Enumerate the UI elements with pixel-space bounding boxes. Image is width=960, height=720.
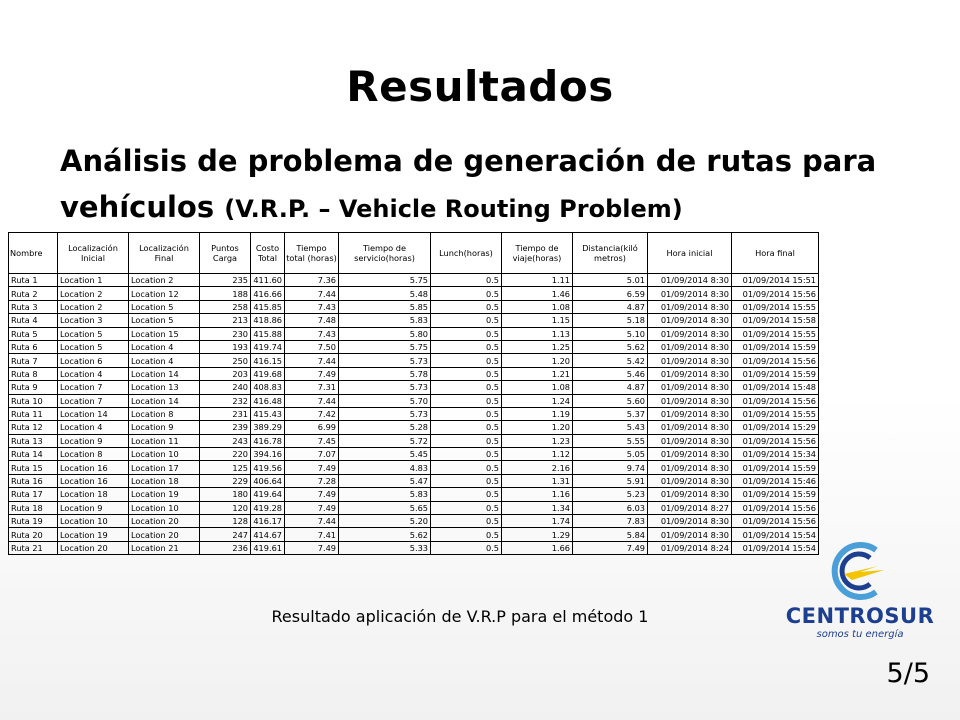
table-cell: 1.12	[502, 448, 573, 461]
table-cell: 1.15	[502, 314, 573, 327]
table-cell: 125	[200, 461, 251, 474]
table-cell: 01/09/2014 15:55	[732, 300, 819, 313]
table-cell: 416.66	[251, 287, 285, 300]
table-cell: Ruta 3	[9, 300, 58, 313]
table-cell: 01/09/2014 15:56	[732, 434, 819, 447]
table-cell: 0.5	[431, 314, 502, 327]
table-header-row	[9, 233, 819, 274]
table-cell: 1.23	[502, 434, 573, 447]
table-cell: 230	[200, 327, 251, 340]
table-cell: 01/09/2014 8:30	[648, 434, 732, 447]
table-cell: 239	[200, 421, 251, 434]
table-cell: Ruta 6	[9, 340, 58, 353]
table-cell: 5.65	[339, 501, 431, 514]
table-cell: 5.85	[339, 300, 431, 313]
table-cell: 415.43	[251, 407, 285, 420]
table-cell: 5.83	[339, 488, 431, 501]
table-cell: 1.25	[502, 340, 573, 353]
table-cell: 1.46	[502, 287, 573, 300]
table-cell: 0.5	[431, 340, 502, 353]
logo-tagline: somos tu energía	[816, 629, 904, 640]
table-cell: 5.62	[573, 340, 648, 353]
table-cell: 4.87	[573, 300, 648, 313]
table-cell: 128	[200, 515, 251, 528]
table-cell: 411.60	[251, 274, 285, 287]
table-cell: 01/09/2014 15:56	[732, 394, 819, 407]
table-cell: Ruta 4	[9, 314, 58, 327]
table-cell: 01/09/2014 15:56	[732, 501, 819, 514]
table-cell: Location 19	[58, 528, 129, 541]
table-cell: Location 5	[129, 314, 200, 327]
table-cell: Location 9	[58, 434, 129, 447]
table-row	[9, 314, 819, 327]
table-cell: 7.50	[285, 340, 339, 353]
table-cell: 0.5	[431, 434, 502, 447]
table-cell: Ruta 18	[9, 501, 58, 514]
table-cell: 6.59	[573, 287, 648, 300]
table-cell: Ruta 10	[9, 394, 58, 407]
table-cell: 5.91	[573, 474, 648, 487]
table-cell: 0.5	[431, 274, 502, 287]
table-cell: 5.05	[573, 448, 648, 461]
table-cell: Ruta 1	[9, 274, 58, 287]
table-cell: 7.49	[285, 461, 339, 474]
table-cell: 0.5	[431, 448, 502, 461]
table-cell: 419.56	[251, 461, 285, 474]
table-cell: 7.49	[285, 541, 339, 554]
table-cell: 5.55	[573, 434, 648, 447]
table-cell: 5.70	[339, 394, 431, 407]
table-cell: 5.46	[573, 367, 648, 380]
table-cell: 01/09/2014 8:24	[648, 541, 732, 554]
table-cell: Location 15	[129, 327, 200, 340]
table-cell: 7.49	[285, 367, 339, 380]
table-cell: Location 11	[129, 434, 200, 447]
slide-subtitle	[60, 138, 920, 232]
table-cell: 0.5	[431, 394, 502, 407]
table-cell: Location 6	[58, 354, 129, 367]
table-cell: 1.20	[502, 421, 573, 434]
column-header: Localización Final	[129, 233, 200, 274]
table-cell: 01/09/2014 15:55	[732, 407, 819, 420]
table-cell: 1.31	[502, 474, 573, 487]
logo-brand-text: CENTROSUR	[785, 604, 935, 628]
table-cell: 0.5	[431, 528, 502, 541]
table-cell: Location 13	[129, 381, 200, 394]
table-cell: 7.43	[285, 300, 339, 313]
table-cell: 5.75	[339, 274, 431, 287]
table-cell: 5.20	[339, 515, 431, 528]
table-cell: Location 5	[129, 300, 200, 313]
column-header: Hora inicial	[648, 233, 732, 274]
table-cell: 1.24	[502, 394, 573, 407]
table-row	[9, 515, 819, 528]
table-cell: 01/09/2014 15:56	[732, 287, 819, 300]
table-cell: 7.07	[285, 448, 339, 461]
column-header: Costo Total	[251, 233, 285, 274]
table-cell: 231	[200, 407, 251, 420]
table-cell: 7.48	[285, 314, 339, 327]
table-cell: Location 9	[129, 421, 200, 434]
page-number: 5/5	[886, 658, 930, 689]
table-cell: 5.48	[339, 287, 431, 300]
table-cell: Ruta 12	[9, 421, 58, 434]
table-cell: Location 4	[58, 421, 129, 434]
table-cell: 5.80	[339, 327, 431, 340]
column-header: Tiempo de viaje(horas)	[502, 233, 573, 274]
table-cell: 416.17	[251, 515, 285, 528]
results-table	[8, 232, 819, 555]
table-cell: 1.16	[502, 488, 573, 501]
table-cell: 243	[200, 434, 251, 447]
table-cell: 1.19	[502, 407, 573, 420]
table-cell: 7.28	[285, 474, 339, 487]
table-row	[9, 461, 819, 474]
column-header: Localización Inicial	[58, 233, 129, 274]
table-cell: 0.5	[431, 488, 502, 501]
table-cell: 394.16	[251, 448, 285, 461]
table-cell: Location 18	[58, 488, 129, 501]
table-cell: 1.66	[502, 541, 573, 554]
table-cell: 203	[200, 367, 251, 380]
table-cell: 250	[200, 354, 251, 367]
table-cell: 01/09/2014 8:30	[648, 394, 732, 407]
table-cell: 419.28	[251, 501, 285, 514]
table-cell: Ruta 21	[9, 541, 58, 554]
table-row	[9, 367, 819, 380]
table-cell: Ruta 7	[9, 354, 58, 367]
table-cell: 7.45	[285, 434, 339, 447]
table-cell: 01/09/2014 8:30	[648, 474, 732, 487]
table-cell: 419.64	[251, 488, 285, 501]
table-cell: 5.23	[573, 488, 648, 501]
table-cell: 0.5	[431, 515, 502, 528]
table-cell: 1.21	[502, 367, 573, 380]
table-row	[9, 421, 819, 434]
table-cell: Location 21	[129, 541, 200, 554]
table-cell: 389.29	[251, 421, 285, 434]
table-row	[9, 448, 819, 461]
table-cell: Location 12	[129, 287, 200, 300]
table-cell: 01/09/2014 8:30	[648, 327, 732, 340]
column-header: Hora final	[732, 233, 819, 274]
table-cell: 406.64	[251, 474, 285, 487]
table-cell: 5.75	[339, 340, 431, 353]
table-cell: 0.5	[431, 461, 502, 474]
table-cell: 7.44	[285, 354, 339, 367]
table-cell: 7.42	[285, 407, 339, 420]
table-cell: 01/09/2014 8:30	[648, 367, 732, 380]
table-cell: 0.5	[431, 407, 502, 420]
table-cell: 220	[200, 448, 251, 461]
slide-title: Resultados	[346, 62, 614, 111]
table-row	[9, 274, 819, 287]
table-row	[9, 287, 819, 300]
table-cell: 7.31	[285, 381, 339, 394]
table-cell: Ruta 14	[9, 448, 58, 461]
table-cell: 0.5	[431, 541, 502, 554]
table-cell: Location 2	[58, 287, 129, 300]
table-cell: 5.37	[573, 407, 648, 420]
table-cell: 235	[200, 274, 251, 287]
table-cell: 5.62	[339, 528, 431, 541]
table-cell: Location 2	[129, 274, 200, 287]
table-cell: 5.73	[339, 381, 431, 394]
table-cell: Location 16	[58, 474, 129, 487]
table-cell: Location 10	[58, 515, 129, 528]
table-cell: Location 3	[58, 314, 129, 327]
table-cell: Location 18	[129, 474, 200, 487]
table-cell: 4.87	[573, 381, 648, 394]
table-cell: Location 20	[129, 515, 200, 528]
table-cell: 229	[200, 474, 251, 487]
table-cell: 0.5	[431, 354, 502, 367]
table-cell: 1.08	[502, 381, 573, 394]
table-cell: 01/09/2014 8:30	[648, 448, 732, 461]
table-cell: 408.83	[251, 381, 285, 394]
table-cell: 416.48	[251, 394, 285, 407]
table-cell: 419.74	[251, 340, 285, 353]
table-cell: Location 17	[129, 461, 200, 474]
table-cell: 247	[200, 528, 251, 541]
table-row	[9, 488, 819, 501]
table-cell: 415.85	[251, 300, 285, 313]
table-cell: 7.36	[285, 274, 339, 287]
table-cell: 188	[200, 287, 251, 300]
table-row	[9, 541, 819, 554]
table-cell: 0.5	[431, 381, 502, 394]
table-cell: 7.44	[285, 287, 339, 300]
table-cell: Location 16	[58, 461, 129, 474]
table-cell: 01/09/2014 8:30	[648, 274, 732, 287]
table-cell: 5.60	[573, 394, 648, 407]
table-cell: 01/09/2014 15:54	[732, 528, 819, 541]
subtitle-paren: (V.R.P. – Vehicle Routing Problem)	[224, 195, 683, 223]
table-cell: Location 14	[58, 407, 129, 420]
table-cell: 1.11	[502, 274, 573, 287]
column-header: Tiempo total (horas)	[285, 233, 339, 274]
table-cell: 01/09/2014 8:30	[648, 314, 732, 327]
table-cell: Location 5	[58, 340, 129, 353]
table-cell: Location 4	[129, 354, 200, 367]
table-cell: 01/09/2014 8:30	[648, 515, 732, 528]
table-cell: 01/09/2014 15:34	[732, 448, 819, 461]
table-cell: Location 7	[58, 394, 129, 407]
table-cell: 0.5	[431, 367, 502, 380]
table-row	[9, 434, 819, 447]
table-cell: 01/09/2014 15:59	[732, 461, 819, 474]
table-cell: 5.73	[339, 407, 431, 420]
table-cell: 1.34	[502, 501, 573, 514]
table-row	[9, 340, 819, 353]
table-row	[9, 354, 819, 367]
table-cell: 1.20	[502, 354, 573, 367]
table-cell: 01/09/2014 8:27	[648, 501, 732, 514]
table-cell: Ruta 15	[9, 461, 58, 474]
table-cell: 7.44	[285, 515, 339, 528]
table-cell: 5.73	[339, 354, 431, 367]
table-cell: 5.83	[339, 314, 431, 327]
table-cell: 7.43	[285, 327, 339, 340]
table-cell: 416.78	[251, 434, 285, 447]
table-cell: Location 7	[58, 381, 129, 394]
table-cell: 232	[200, 394, 251, 407]
table-cell: 01/09/2014 8:30	[648, 354, 732, 367]
table-cell: 01/09/2014 15:54	[732, 541, 819, 554]
table-row	[9, 528, 819, 541]
table-cell: 0.5	[431, 287, 502, 300]
table-cell: 0.5	[431, 501, 502, 514]
table-cell: Location 4	[58, 367, 129, 380]
table-cell: 5.47	[339, 474, 431, 487]
table-cell: 7.49	[285, 501, 339, 514]
table-cell: 258	[200, 300, 251, 313]
table-cell: 01/09/2014 15:56	[732, 354, 819, 367]
table-cell: 01/09/2014 8:30	[648, 300, 732, 313]
table-cell: 1.74	[502, 515, 573, 528]
table-cell: 01/09/2014 8:30	[648, 421, 732, 434]
table-cell: Ruta 8	[9, 367, 58, 380]
table-cell: 1.08	[502, 300, 573, 313]
table-cell: Ruta 11	[9, 407, 58, 420]
table-cell: 4.83	[339, 461, 431, 474]
table-cell: 01/09/2014 15:58	[732, 314, 819, 327]
table-cell: 193	[200, 340, 251, 353]
column-header: Tiempo de servicio(horas)	[339, 233, 431, 274]
table-cell: Ruta 19	[9, 515, 58, 528]
table-cell: 01/09/2014 8:30	[648, 461, 732, 474]
table-cell: Location 20	[129, 528, 200, 541]
column-header: Puntos Carga	[200, 233, 251, 274]
table-cell: 5.10	[573, 327, 648, 340]
table-cell: Ruta 5	[9, 327, 58, 340]
table-cell: 419.61	[251, 541, 285, 554]
table-cell: Location 8	[129, 407, 200, 420]
table-cell: 01/09/2014 8:30	[648, 407, 732, 420]
table-row	[9, 501, 819, 514]
table-cell: 5.84	[573, 528, 648, 541]
table-cell: 0.5	[431, 300, 502, 313]
table-cell: Location 5	[58, 327, 129, 340]
column-header: Lunch(horas)	[431, 233, 502, 274]
table-cell: 5.45	[339, 448, 431, 461]
table-cell: Location 20	[58, 541, 129, 554]
table-cell: 120	[200, 501, 251, 514]
table-caption: Resultado aplicación de V.R.P para el método 1	[271, 607, 649, 626]
table-cell: 419.68	[251, 367, 285, 380]
table-cell: Ruta 16	[9, 474, 58, 487]
table-body	[9, 274, 819, 555]
table-cell: 01/09/2014 15:29	[732, 421, 819, 434]
table-cell: 1.13	[502, 327, 573, 340]
table-cell: 01/09/2014 15:55	[732, 327, 819, 340]
table-cell: Location 4	[129, 340, 200, 353]
table-cell: 0.5	[431, 474, 502, 487]
table-cell: 01/09/2014 15:59	[732, 367, 819, 380]
table-cell: Location 10	[129, 448, 200, 461]
table-cell: 01/09/2014 8:30	[648, 287, 732, 300]
table-cell: 5.78	[339, 367, 431, 380]
table-cell: 1.29	[502, 528, 573, 541]
table-cell: 01/09/2014 15:51	[732, 274, 819, 287]
table-cell: 414.67	[251, 528, 285, 541]
table-cell: Location 14	[129, 394, 200, 407]
table-cell: 01/09/2014 8:30	[648, 488, 732, 501]
table-cell: 6.03	[573, 501, 648, 514]
table-cell: 0.5	[431, 421, 502, 434]
table-cell: Ruta 17	[9, 488, 58, 501]
table-row	[9, 300, 819, 313]
table-cell: 01/09/2014 8:30	[648, 340, 732, 353]
table-row	[9, 474, 819, 487]
table-row	[9, 327, 819, 340]
table-cell: 5.18	[573, 314, 648, 327]
table-cell: 2.16	[502, 461, 573, 474]
table-cell: 01/09/2014 15:56	[732, 515, 819, 528]
table-row	[9, 407, 819, 420]
table-cell: Ruta 9	[9, 381, 58, 394]
table-cell: 213	[200, 314, 251, 327]
centrosur-logo-icon	[830, 540, 890, 602]
table-cell: 5.42	[573, 354, 648, 367]
column-header: Distancia(kiló metros)	[573, 233, 648, 274]
table-cell: 5.33	[339, 541, 431, 554]
table-cell: Location 9	[58, 501, 129, 514]
subtitle-main: Análisis de problema de generación de rutas para vehículos	[60, 144, 877, 224]
table-cell: Location 8	[58, 448, 129, 461]
centrosur-logo	[780, 540, 940, 650]
table-cell: 240	[200, 381, 251, 394]
table-cell: 01/09/2014 15:48	[732, 381, 819, 394]
table-cell: 418.86	[251, 314, 285, 327]
table-cell: Location 10	[129, 501, 200, 514]
table-cell: 01/09/2014 8:30	[648, 528, 732, 541]
table-cell: Ruta 20	[9, 528, 58, 541]
column-header: Nombre	[9, 233, 58, 274]
table-cell: 5.28	[339, 421, 431, 434]
table-cell: Location 1	[58, 274, 129, 287]
table-row	[9, 394, 819, 407]
table-cell: 180	[200, 488, 251, 501]
table-cell: Location 14	[129, 367, 200, 380]
table-cell: 5.72	[339, 434, 431, 447]
table-cell: 01/09/2014 15:46	[732, 474, 819, 487]
table-cell: 01/09/2014 15:59	[732, 340, 819, 353]
table-cell: 0.5	[431, 327, 502, 340]
table-cell: Location 2	[58, 300, 129, 313]
table-cell: 9.74	[573, 461, 648, 474]
table-cell: 7.83	[573, 515, 648, 528]
table-cell: 416.15	[251, 354, 285, 367]
table-cell: Location 19	[129, 488, 200, 501]
table-cell: Ruta 13	[9, 434, 58, 447]
table-cell: 7.49	[285, 488, 339, 501]
table-cell: 6.99	[285, 421, 339, 434]
table-cell: 415.88	[251, 327, 285, 340]
table-cell: 7.49	[573, 541, 648, 554]
table-cell: 5.43	[573, 421, 648, 434]
table-cell: 01/09/2014 15:59	[732, 488, 819, 501]
table-cell: 5.01	[573, 274, 648, 287]
table-cell: 236	[200, 541, 251, 554]
table-row	[9, 381, 819, 394]
table-cell: 7.44	[285, 394, 339, 407]
table-cell: Ruta 2	[9, 287, 58, 300]
table-cell: 7.41	[285, 528, 339, 541]
table-cell: 01/09/2014 8:30	[648, 381, 732, 394]
